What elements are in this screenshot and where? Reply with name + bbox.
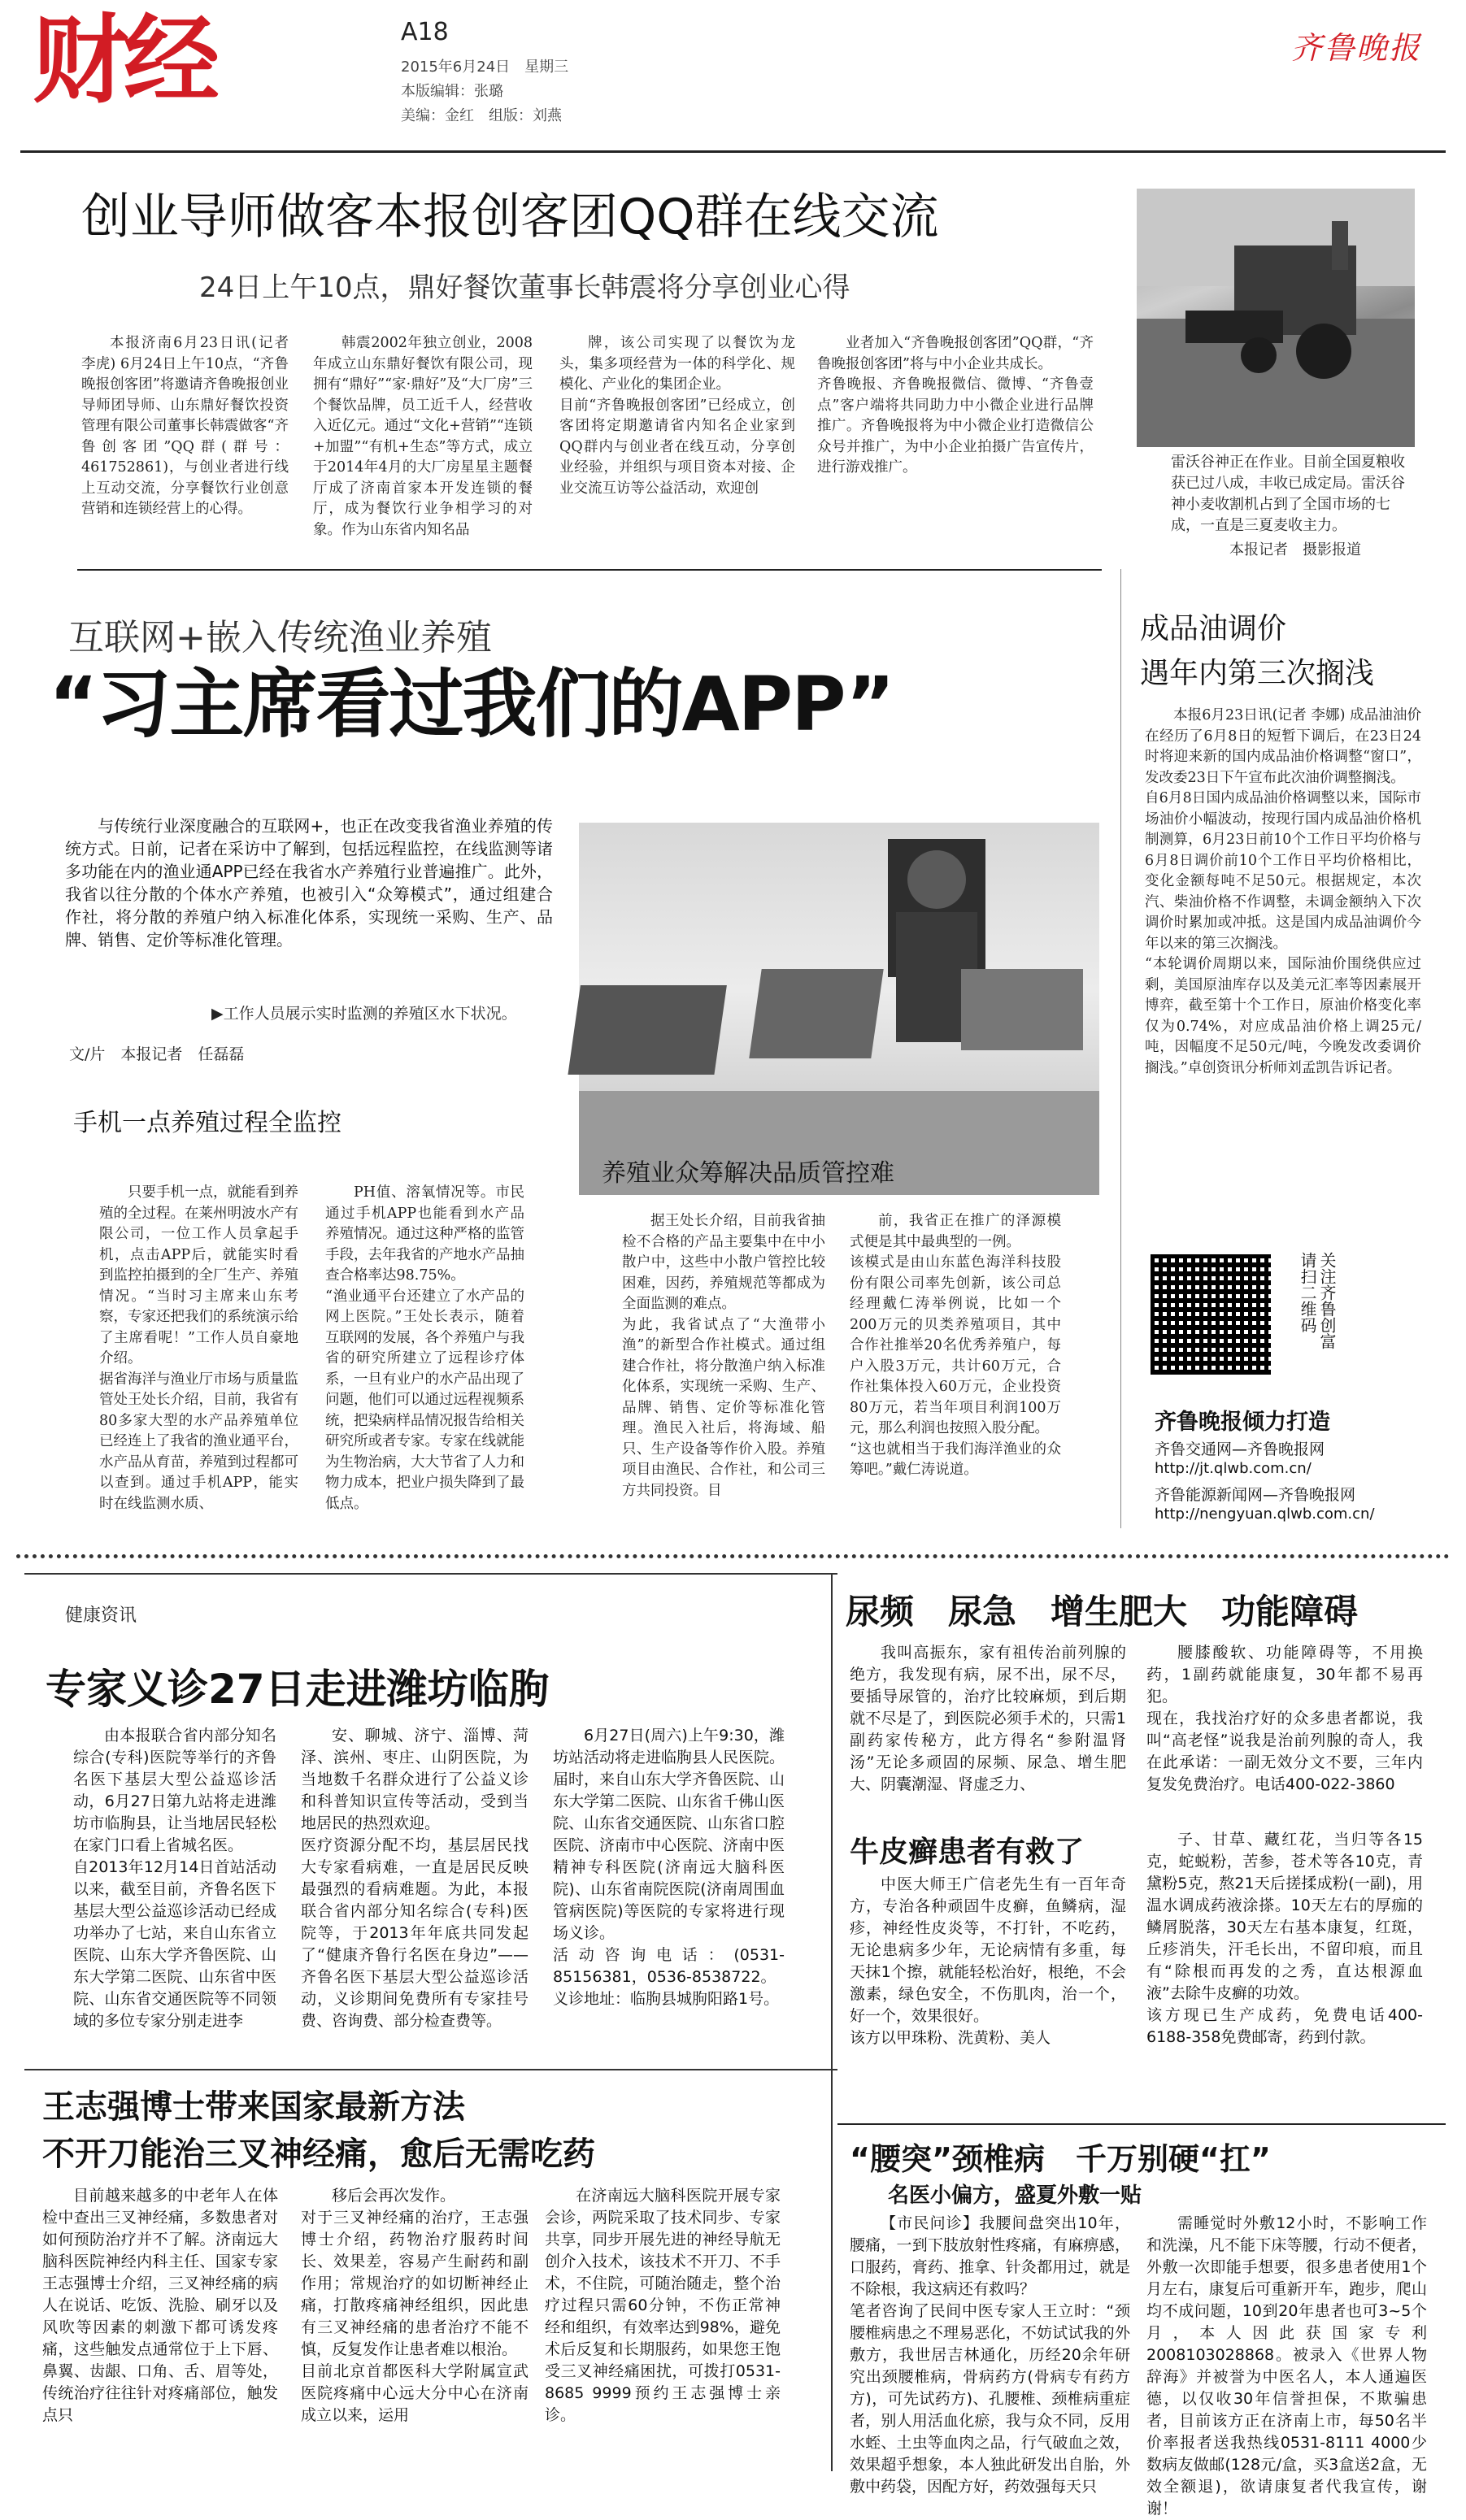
story1-col4 (817, 333, 1094, 557)
story2-col1 (99, 1183, 298, 1524)
story1-rule (77, 569, 1102, 571)
ad2-col2-text: 腰膝酸软、功能障碍等，不用换药，1副药就能康复，30年都不易再犯。 现在，我找治疗好的众多患者都说，我叫“高老怪”说我是治前列腺的奇人，我在此承诺：一副无效分文不要，三年内复发免费治疗。电话400-022-3860 (1146, 1644, 1423, 1793)
story2-section1-title: 手机一点养殖过程全监控 (73, 1109, 341, 1137)
editor-credit: 本版编辑：张璐 (401, 83, 503, 100)
story1-col1 (81, 333, 289, 557)
health-col1 (73, 1725, 276, 2058)
promo-line3: 齐鲁能源新闻网—齐鲁晚报网 (1155, 1486, 1356, 1504)
ad2-col1-text: 我叫高振东，家有祖传治前列腺的绝方，我发现有病，尿不出，尿不尽，要插导尿管的，治疗比较麻烦，到后期就不尽是了，到医院必须手术的，只需1副药家传秘方，此方得名“参附温肾汤”无论多顽固的尿频、尿急、增生肥大、阴囊潮湿、肾虚乏力、 (850, 1644, 1126, 1793)
story2-col2-text: PH值、溶氧情况等。市民通过手机APP也能看到水产品养殖情况。通过这种严格的监管手段，去年我省的产地水产品抽查合格率达98.75%。 “渔业通平台还建立了水产品的网上医院。”王处长表示，随着互联网的发展，各个养殖户与我省的研究所建立了远程诊疗体系，一旦有业户的水产品出现了问题，他们可以通过远程视频系统，把染病样品情况报告给相关研究所或者专家。专家在线就能为生物治病，大大节省了人力和物力成本，把业户损失降到了最低点。 (325, 1184, 524, 1512)
story1-col3 (559, 333, 795, 557)
ad3-col2 (1146, 1829, 1423, 2118)
ad3-col1 (850, 1874, 1126, 2118)
story2-col4-text: 前，我省正在推广的泽源模式便是其中最典型的一例。 该模式是由山东蓝色海洋科技股份有限公司率先创新，该公司总经理戴仁涛举例说，比如一个200万元的贝类养殖项目，其中合作社推举20名优秀养殖户，每户入股3万元，共计60万元，合作社集体投入60万元，企业投资80万元，若当年项目利润100万元，那么利润也按照入股分配。 “这也就相当于我们海洋渔业的众筹吧。”戴仁涛说道。 (850, 1213, 1061, 1478)
story1-col3-text: 牌，该公司实现了以餐饮为龙头，集多项经营为一体的科学化、规模化、产业化的集团企业。 目前“齐鲁晚报创客团”已经成立，创客团将定期邀请省内知名企业家到QQ群内与创业者在线互动，分享创业经验，并组织与项目资本对接、企业交流互访等公益活动，欢迎创 (559, 335, 795, 497)
qr-code[interactable] (1151, 1254, 1271, 1375)
ad1-headline1: 王志强博士带来国家最新方法 (42, 2088, 465, 2126)
promo-link1[interactable]: http://jt.qlwb.com.cn/ (1155, 1460, 1312, 1477)
story2-section2-title: 养殖业众筹解决品质管控难 (602, 1159, 894, 1188)
story1-col2-text: 韩震2002年独立创业，2008年成立山东鼎好餐饮有限公司，现拥有“鼎好”“家·鼎好”及“大厂房”三个餐饮品牌，员工近千人，经营收入近亿元。通过“文化+营销”“连锁+加盟”“有机+生态”等方式，成立于2014年4月的大厂房星星主题餐厅成了济南首家本开发连锁的餐厅，成为餐饮行业争相学习的对象。作为山东省内知名品 (313, 335, 533, 538)
ad1-col2-text: 移后会再次发作。 对于三叉神经痛的治疗，王志强博士介绍，药物治疗服药时间长、效果差，容易产生耐药和副作用；常规治疗的如切断神经止痛，打散疼痛神经组织，因此患有三叉神经痛的患者治疗不能不慎，反复发作让患者难以根治。 目前北京首都医科大学附属宣武医院疼痛中心远大分中心在济南成立以来，运用 (301, 2187, 529, 2424)
ad1-col1 (42, 2185, 278, 2470)
promo-title: 齐鲁晚报倾力打造 (1155, 1410, 1330, 1435)
ad4-col1 (850, 2213, 1130, 2496)
story2-col4 (850, 1211, 1061, 1524)
story2-byline: 文/片 本报记者 任磊磊 (69, 1045, 245, 1063)
ad1-col3 (545, 2185, 781, 2470)
issue-date: 2015年6月24日 星期三 (401, 59, 569, 76)
ad1-headline2: 不开刀能治三叉神经痛，愈后无需吃药 (42, 2135, 595, 2173)
right-column-divider (1120, 569, 1121, 1528)
ad2-col2 (1146, 1642, 1423, 1817)
promo-line1: 齐鲁交通网—齐鲁晚报网 (1155, 1440, 1325, 1458)
story2-col1-text: 只要手机一点，就能看到养殖的全过程。在莱州明波水产有限公司，一位工作人员拿起手机，点击APP后，就能实时看到监控拍摄到的全厂生产、养殖情况。“当时习主席来山东考察，专家还把我们的系统演示给了主席看呢！”工作人员自豪地介绍。 据省海洋与渔业厅市场与质量监管处王处长介绍，目前，我省有80多家大型的水产品养殖单位已经连上了我省的渔业通平台，水产品从育苗，养殖到过程都可以查到。通过手机APP，能实时在线监测水质、 (99, 1184, 298, 1512)
aquaculture-photo (579, 823, 1099, 1195)
newspaper-name: 齐鲁晚报 (1291, 30, 1422, 66)
story3-headline2: 遇年内第三次搁浅 (1140, 657, 1375, 690)
ads-vertical-divider (831, 1573, 833, 2471)
story2-headline: “习主席看过我们的APP” (49, 661, 894, 748)
story3-body-text: 本报6月23日讯(记者 李娜) 成品油油价在经历了6月8日的短暂下调后，在23日24时将迎来新的国内成品油价格调整“窗口”，发改委23日下午宣布此次油价调整搁浅。 自6月8日国内成品油价格调整以来，国际市场油价小幅波动，按现行国内成品油价格机制测算，6月23日前10个工作日平均价格与6月8日调价前10个工作日平均价格相比，变化金额每吨不足50元。根据规定，本次汽、柴油价格不作调整，未调金额纳入下次调价时累加或冲抵。这是国内成品油调价今年以来的第三次搁浅。 “本轮调价周期以来，国际油价围绕供应过剩，美国原油库存以及美元汇率等因素展开博弈，截至第十个工作日，原油价格变化率仅为0.74%，对应成品油价格上调25元/吨，因幅度不足50元/吨，今晚发改委调价搁浅。”卓创资讯分析师刘孟凯告诉记者。 (1145, 707, 1421, 1076)
ad3-headline: 牛皮癣患者有救了 (850, 1836, 1085, 1869)
ad3-col1-text: 中医大师王广信老先生有一百年奇方，专治各种顽固牛皮癣，鱼鳞病，湿疹，神经性皮炎等，不打针，不吃药，无论患病多少年，无论病情有多重，每天抹1个擦，就能轻松治好，根绝，不会激素，绿色安全，不伤肌肉，治一个，好一个，效果很好。 该方以甲珠粉、洗黄粉、美人 (850, 1875, 1126, 2047)
story1-headline: 创业导师做客本报创客团QQ群在线交流 (81, 189, 939, 245)
aquaculture-illustration (579, 823, 1099, 1195)
promo-link2[interactable]: http://nengyuan.qlwb.com.cn/ (1155, 1505, 1375, 1523)
story2-col3 (622, 1211, 825, 1524)
ad4-col1-text: 【市民问诊】我腰间盘突出10年，腰痛，一到下肢放射性疼痛，有麻痹感，口服药，膏药、推拿、针灸都用过，就是不除根，我这病还有救吗？ 笔者咨询了民间中医专家人王立时：“颈腰椎病患之不理易恶化，不妨试试我的外敷方，我世居吉林通化，历经20余年研究出颈腰椎病，骨病药方(骨病专有药方方)，可先试药方)、孔腰椎、颈椎病重症者，别人用活血化瘀，我与众不同，反用水蛭、土虫等血肉之品，行气破血之效，效果超乎想象，本人独此研发出自胎，外敷中药袋，因配方好，药效强每天只 (850, 2214, 1130, 2496)
ad1-col1-text: 目前越来越多的中老年人在体检中查出三叉神经痛，多数患者对如何预防治疗并不了解。济南远大脑科医院神经内科主任、国家专家王志强博士介绍，三叉神经痛的病人在说话、吃饭、洗脸、刷牙以及风吹等因素的刺激下都可诱发疼痛，这些触发点通常位于上下唇、鼻翼、齿龈、口角、舌、眉等处，传统治疗往往针对疼痛部位，触发点只 (42, 2187, 278, 2424)
story2-col3-text: 据王处长介绍，目前我省抽检不合格的产品主要集中在中小散户中，这些中小散户管控比较困难，因药，养殖规范等都成为全面监测的难点。 为此，我省试点了“大渔带小渔”的新型合作社模式。通过组建合作社，将分散渔户纳入标准化体系，实现统一采购、生产、品牌、销售、定价等标准化管理。渔民入社后，将海域、船只、生产设备等作价入股。养殖项目由渔民、合作社，和公司三方共同投资。目 (622, 1213, 825, 1499)
section-logo: 财经 (33, 4, 215, 116)
health-col2-text: 安、聊城、济宁、淄博、菏泽、滨州、枣庄、山阴医院，为当地数千名群众进行了公益义诊和科普知识宣传等活动，受到当地居民的热烈欢迎。 医疗资源分配不均，基层居民找大专家看病难，一直是居民反映最强烈的看病难题。为此，本报联合省内部分知名综合(专科)医院等，于2013年年底共同发起了“健康齐鲁行名医在身边”——齐鲁名医下基层大型公益巡诊活动，义诊期间免费所有专家挂号费、咨询费、部分检查费等。 (301, 1727, 529, 2030)
ad3-rule (837, 2123, 1446, 2125)
ad4-headline: “腰突”颈椎病 千万别硬“扛” (850, 2141, 1271, 2177)
story2-lead (65, 815, 553, 951)
ad4-subhead: 名医小偏方，盛夏外敷一贴 (888, 2183, 1142, 2208)
design-credit: 美编：金红 组版：刘燕 (401, 107, 562, 124)
ad3-col2-text: 子、甘草、藏红花，当归等各15克，蛇蜕粉，苦参，苍术等各10克，青黛粉5克，熬21天后搓揉成粉(一副)，用温水调成药液涂搽。10天左右的厚痂的鳞屑脱落，30天左右基本康复，红斑，丘疹消失，汗毛长出，不留印痕，而且有“除根而再发的之秀，直达根源血液”去除牛皮癣的功效。 该方现已生产成药，免费电话400-6188-358免费邮寄，药到付款。 (1146, 1831, 1423, 2046)
photo1-credit: 本报记者 摄影报道 (1229, 541, 1361, 558)
ad4-col2 (1146, 2213, 1427, 2518)
ads-separator (16, 1554, 1450, 1558)
health-headline: 专家义诊27日走进潍坊临朐 (46, 1666, 550, 1713)
health-col3-text: 6月27日(周六)上午9:30，潍坊站活动将走进临朐县人民医院。届时，来自山东大学齐鲁医院、山东大学第二医院、山东省千佛山医院、山东省交通医院、山东省口腔医院、济南市中心医院、济南中医精神专科医院(济南远大脑科医院)、山东省南院医院(济南周围血管病医院)等医院的专家将进行现场义诊。 活动咨询电话：(0531-85156381，0536-8538722。 义诊地址：临朐县城朐阳路1号。 (553, 1727, 785, 2008)
photo1-caption (1171, 452, 1415, 537)
story1-col1-text: 本报济南6月23日讯(记者 李虎) 6月24日上午10点，“齐鲁晚报创客团”将邀请齐鲁晚报创业导师团导师、山东鼎好餐饮投资管理有限公司董事长韩震做客“齐鲁创客团”QQ群(群号：461752861)，与创业者进行线上互动交流，分享餐饮行业创意营销和连锁经营上的心得。 (81, 335, 289, 517)
ad4-col2-text: 需睡觉时外敷12小时，不影响工作和洗澡，凡不能下床等腰，行动不便者，外敷一次即能手想要，很多患者使用1个月左右，康复后可重新开车，跑步，爬山均不成问题，10到20年患者也可3~5个月，本人因此获国家专利2008103028868。被录入《世界人物辞海》并被誉为中医名人，本人通遍医德，以仅收30年信誉担保，不欺骗患者，目前该方正在济南上市，每50名半价率报者送我热线0531-8111 4000少数病友做邮(128元/盒，买3盒送2盒，无效全额退)，欲请康复者代我宣传，谢谢！ (1146, 2214, 1427, 2518)
ad2-col1 (850, 1642, 1126, 1817)
story2-col2 (325, 1183, 524, 1524)
health-col2 (301, 1725, 529, 2058)
harvester-photo (1137, 189, 1415, 447)
page-number: A18 (401, 18, 449, 46)
story1-col2 (313, 333, 533, 557)
aquaculture-photo-caption: ▶工作人员展示实时监测的养殖区水下状况。 (211, 1005, 517, 1023)
story1-col4-text: 业者加入“齐鲁晚报创客团”QQ群，“齐鲁晚报创客团”将与中小企业共成长。 齐鲁晚报、齐鲁晚报微信、微博、“齐鲁壹点”客户端将共同助力中小微企业进行品牌推广。齐鲁晚报将为中小微企业打造微信公众号并推广，为中小企业拍摄广告宣传片，进行游戏推广。 (817, 335, 1094, 476)
qr-note: 关注齐鲁创富 请扫二维码 (1298, 1252, 1337, 1366)
health-col1-text: 由本报联合省内部分知名综合(专科)医院等举行的齐鲁名医下基层大型公益巡诊活动，6月27日第九站将走进潍坊市临朐县，让当地居民轻松在家门口看上省城名医。 自2013年12月14日首站活动以来，截至目前，齐鲁名医下基层大型公益巡诊活动已经成功举办了七站，来自山东省立医院、山东大学齐鲁医院、山东大学第二医院、山东省中医院、山东省交通医院等不同领域的多位专家分别走进李 (73, 1727, 276, 2030)
ad1-col2 (301, 2185, 529, 2470)
health-label: 健康资讯 (65, 1605, 137, 1626)
ad2-headline: 尿频 尿急 增生肥大 功能障碍 (846, 1592, 1359, 1631)
ad1-col3-text: 在济南远大脑科医院开展专家会诊，两院采取了技术同步、专家共享，同步开展先进的神经导航无创介入技术，该技术不开刀、不手术，不住院，可随治随走，整个治疗过程只需60分钟，不伤正常神经和组织，有效率达到98%，避免术后反复和长期服药，如果您王饱受三叉神经痛困扰，可拨打0531-8685 9999预约王志强博士亲诊。 (545, 2187, 781, 2424)
masthead-rule (20, 150, 1446, 153)
photo1-caption-text: 雷沃谷神正在作业。目前全国夏粮收获已过八成，丰收已成定局。雷沃谷神小麦收割机占到了全国市场的七成，一直是三夏麦收主力。 (1171, 454, 1405, 534)
health-col3 (553, 1725, 785, 2058)
harvester-illustration (1137, 189, 1415, 447)
story2-kicker: 互联网+嵌入传统渔业养殖 (68, 617, 492, 658)
story2-lead-text: 与传统行业深度融合的互联网+，也正在改变我省渔业养殖的传统方式。日前，记者在采访中了解到，包括远程监控，在线监测等诸多功能在内的渔业通APP已经在我省水产养殖行业普遍推广。此外，我省以往分散的个体水产养殖，也被引入“众筹模式”，通过组建合作社，将分散的养殖户纳入标准化体系，实现统一采购、生产、品牌、销售、定价等标准化管理。 (65, 816, 553, 949)
story1-subhead: 24日上午10点，鼎好餐饮董事长韩震将分享创业心得 (199, 272, 850, 304)
story3-headline1: 成品油调价 (1140, 612, 1287, 645)
